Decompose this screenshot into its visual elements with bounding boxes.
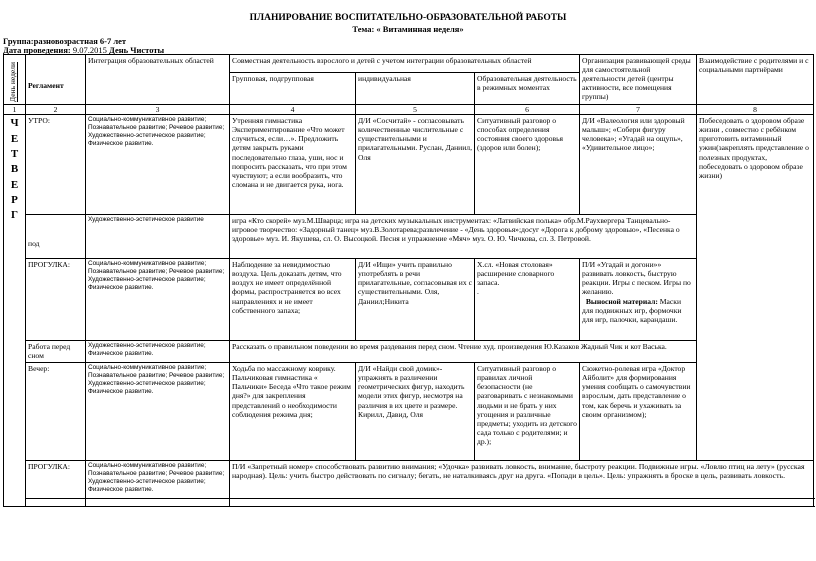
morning-integ: Социально-коммуникативное развитие; Познавательное развитие; Речевое развитие; Художественно-эстетическое развитие; Физическое развитие.: [86, 115, 230, 215]
group-line: Группа:разновозрастная 6-7 лет: [3, 36, 127, 46]
day-letter: Е: [10, 132, 19, 145]
day-letter: Ч: [10, 117, 19, 130]
evening-regime: Ситуативный разговор о правилах личной безопасности (не разговаривать с незнакомыми людьми и не брать у них угощения и различные предметы; уходить из детского сада только с родителями; и др.);: [475, 363, 580, 461]
evening-group: Ходьба по массажному коврику. Пальчиковая гимнастика « Пальчики» Беседа «Что такое режим дня?» для закрепления представлений о необходимости соблюдения режима дня;: [230, 363, 356, 461]
theme-title: Тема: « Витаминная неделя»: [352, 24, 464, 34]
parents-cell: Побеседовать о здоровом образе жизни , совместно с ребёнком приготовить витаминный ужин(закреплять представление о полезных продуктах, побеседовать о здоровом образе жизни): [697, 115, 814, 461]
day-header-cell: [4, 55, 26, 105]
sleep-integ: Художественно-эстетическое развитие; Физическое развитие.: [86, 341, 230, 363]
walk1-env: П/И «Угадай и догони»» развивать ловкость, быструю реакции. Игры с песком. Игры по желанию.: [582, 260, 691, 297]
date-value: 9.07.2015: [70, 45, 109, 55]
col-number: 2: [26, 105, 86, 115]
day-letter: В: [10, 163, 19, 176]
empty-cell: [86, 499, 230, 507]
col-number: 5: [356, 105, 475, 115]
col-number: 6: [475, 105, 580, 115]
parents-header: Взаимодействие с родителями и с социальными партнёрами: [697, 55, 814, 105]
pod-text: игра «Кто скорей» муз.М.Шварца; игра на детских музыкальных инструментах: «Латвийская полька» обр.М.Раухвергера Танцевально-игровое творчество: «Задорный танец» муз.В.Золотарева;развлечение - «День здоровья»;досуг «Дорога к доброму здоровью», «Песенка о здоровье» муз. И. Якушева, сл. О. Высоцкой. Песня и упражнение «Мяч» муз. О. Ю. Чичкова, сл. З. Петровой.: [230, 215, 697, 259]
col-number: 1: [4, 105, 26, 115]
indiv-subheader: индивидуальная: [356, 73, 475, 105]
regime-subheader: Образовательная деятельность в режимных моментах: [475, 73, 580, 105]
group-subheader: Групповая, подгрупповая: [230, 73, 356, 105]
morning-regl: УТРО:: [26, 115, 86, 215]
walk1-env-after: Маски для подвижных игр, формочки для игр, палочки, карандаши.: [582, 296, 682, 324]
morning-regime: Ситуативный разговор о способах определения состояния своего здоровья (здоров или болен);: [475, 115, 580, 215]
plan-table: [3, 54, 814, 507]
day-cell: [4, 115, 26, 507]
env-header: Организация развивающей среды для самостоятельной деятельности детей (центры активности, все помещения группы): [580, 55, 697, 105]
col-number: 4: [230, 105, 356, 115]
walk1-indiv: Д/И «Ищи» учить правильно употреблять в речи прилагательные, согласовывая их с существительными. Оля, Даниил;Никита: [356, 259, 475, 341]
col-number: 7: [580, 105, 697, 115]
walk1-integ: Социально-коммуникативное развитие; Познавательное развитие; Речевое развитие; Художественно-эстетическое развитие; Физическое развитие.: [86, 259, 230, 341]
joint-header: Совместная деятельность взрослого и детей с учетом интеграции образовательных областей: [230, 55, 580, 73]
col-number: 8: [697, 105, 814, 115]
day-header: День недели: [8, 62, 17, 102]
day-letter: Е: [10, 178, 19, 191]
sleep-regl: Работа перед сном: [26, 341, 86, 363]
walk2-integ: Социально-коммуникативное развитие; Познавательное развитие; Речевое развитие; Художественно-эстетическое развитие; Физическое развитие.: [86, 461, 230, 499]
walk1-regl: ПРОГУЛКА:: [26, 259, 86, 341]
walk1-env-cell: [580, 259, 697, 341]
integration-header: Интеграция образовательных областей: [86, 55, 230, 105]
date-day: День Чистоты: [109, 45, 165, 55]
date-label: Дата проведения:: [3, 45, 71, 55]
day-letter: Р: [11, 194, 18, 207]
morning-group: Утренняя гимнастика Экспериментирование «Что может случиться, если…». Предложить детям закрыть руками последовательно глаза, уши, нос и попросить рассказать, что при этом чувствуют; а если вообразить, что сломана и не двигается рука, нога.: [230, 115, 356, 215]
morning-env: Д/И «Валеология или здоровый малыш»; «Собери фигуру человека»; «Угадай на ощупь», «Удивительное лицо»;: [580, 115, 697, 215]
day-letter: Г: [11, 209, 18, 222]
regl-header: Регламент: [26, 55, 86, 105]
evening-integ: Социально-коммуникативное развитие; Познавательное развитие; Речевое развитие; Художественно-эстетическое развитие; Физическое развитие.: [86, 363, 230, 461]
col-number: 3: [86, 105, 230, 115]
evening-regl: Вечер:: [26, 363, 86, 461]
pod-regl: под: [26, 215, 86, 259]
empty-cell: [26, 499, 86, 507]
evening-env: Сюжетно-ролевая игра «Доктор Айболит» для формирования умения сообщать о самочувствии взрослым, дать представление о том, как беречь и ухаживать за своим организмом);: [580, 363, 697, 461]
morning-indiv: Д/И «Сосчитай» - согласовывать количественные числительные с существительными и прилагательными. Руслан, Даниил, Оля: [356, 115, 475, 215]
sleep-text: Рассказать о правильном поведении во время раздевания перед сном. Чтение худ. произведения Ю.Казаков Жадный Чик и кот Васька.: [230, 341, 697, 363]
evening-indiv: Д/И «Найди свой домик»- упражнять в различении геометрических фигур, находить модели этих фигур, несмотря на различия в их цвете и размере. Кирилл, Давид, Оля: [356, 363, 475, 461]
walk1-env-bold: Выносной материал:: [585, 296, 658, 306]
page-title: ПЛАНИРОВАНИЕ ВОСПИТАТЕЛЬНО-ОБРАЗОВАТЕЛЬНОЙ РАБОТЫ: [249, 13, 567, 23]
walk2-text: П/И «Запретный номер» способствовать развитию внимания; «Удочка» развивать ловкость, внимание, быстроту реакции. Подвижные игры. «Ловлю птиц на лету» (русская народная). Цель: учить быстро действовать по сигналу; бегать, не наталкиваясь друг на друга. «Попади в цель». Цель: упражнять в броске в цель, развивать ловкость.: [230, 461, 814, 499]
pod-integ: Художественно-эстетическое развитие: [86, 215, 230, 259]
empty-cell: [230, 499, 814, 507]
walk1-group: Наблюдение за невидимостью воздуха. Цель доказать детям, что воздух не имеет определённой формы, распространяется во всех направлениях и не имеет собственного запаха;: [230, 259, 356, 341]
walk2-regl: ПРОГУЛКА:: [26, 461, 86, 499]
day-letter: Т: [10, 147, 19, 160]
walk1-regime: Х.сл. «Новая столовая» расширение словарного запаса. .: [475, 259, 580, 341]
